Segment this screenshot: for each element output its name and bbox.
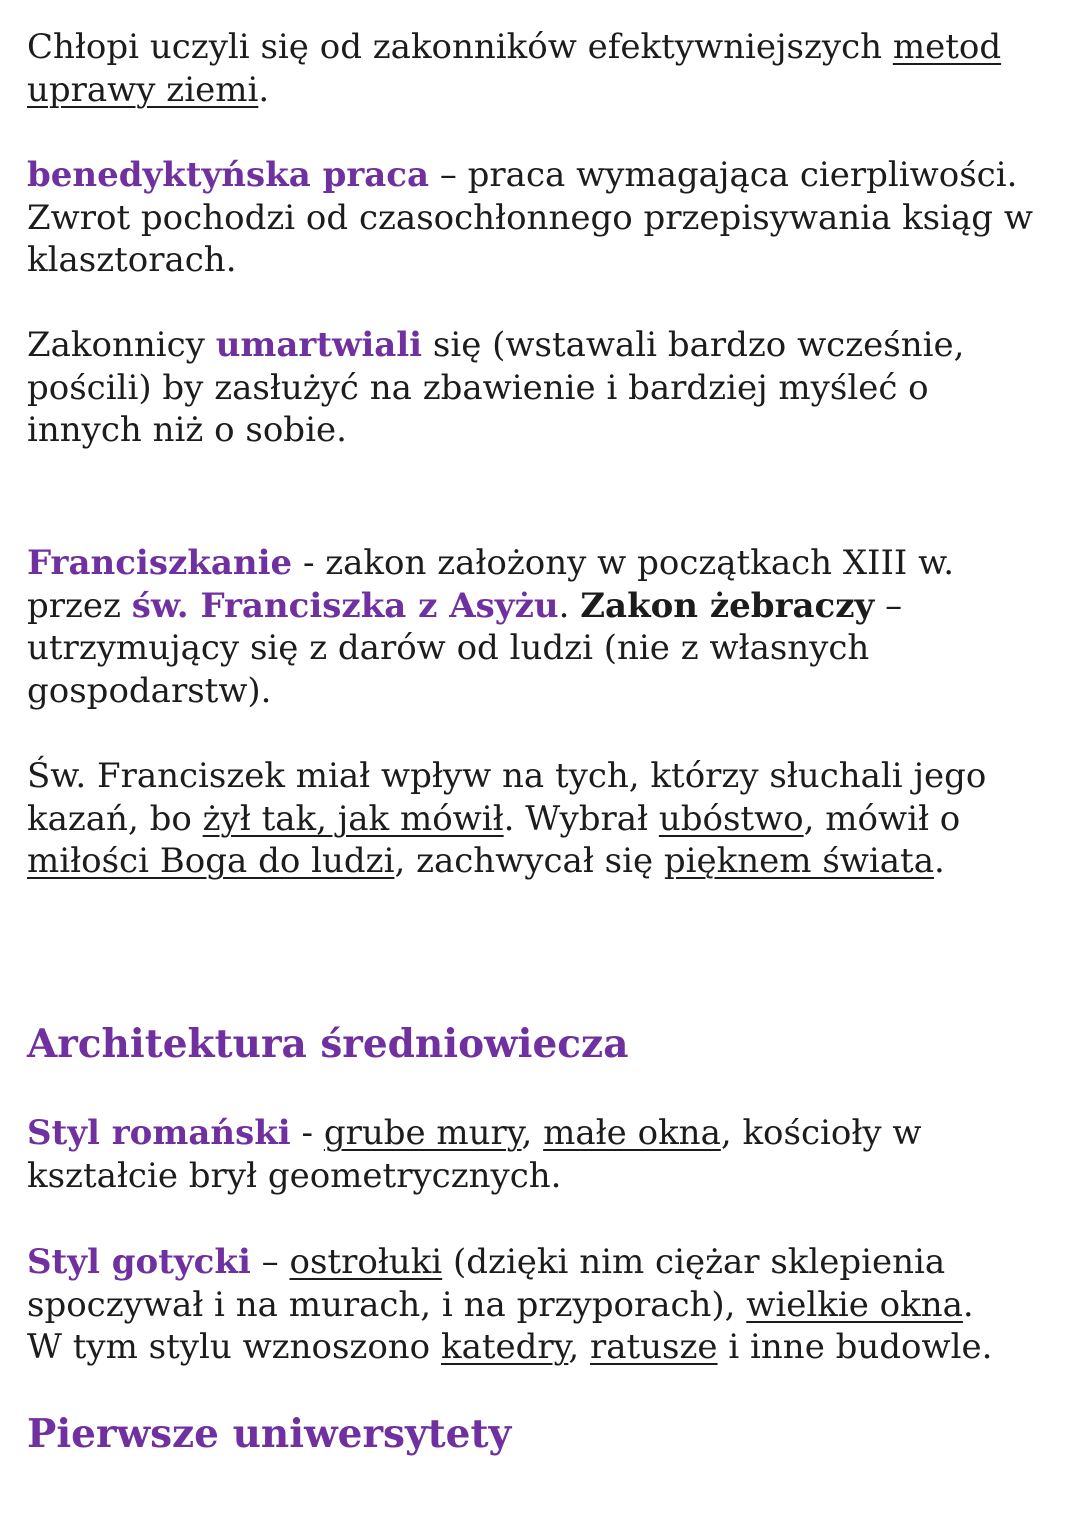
underlined-phrase: żył tak, jak mówił [202,798,504,839]
text-line [27,755,1067,798]
underlined-phrase: miłości Boga do ludzi [27,841,395,882]
highlighted-term: benedyktyńska praca [27,155,430,195]
text-run: innych niż o sobie. [27,410,347,451]
text-run: – [250,1242,290,1282]
text-run: Zakonnicy [27,325,216,365]
text-line [27,367,1067,410]
text-line [27,26,1067,69]
text-run: kazań, bo [27,798,203,839]
text-line [27,1155,1067,1198]
text-run: spoczywał i na murach, i na przyporach), [27,1284,747,1325]
highlighted-term: Franciszkanie [27,543,293,583]
text-line [27,154,1067,197]
text-run: , kościoły w [720,1113,922,1153]
paragraph-monks-farming [27,26,1067,111]
paragraph-mortification [27,324,1067,452]
text-line [27,1326,1067,1369]
text-line [27,627,1067,670]
text-run: – [874,585,903,626]
paragraph-st-francis [27,755,1067,883]
text-run: , [568,1327,590,1368]
highlighted-term: Styl romański [27,1113,291,1153]
text-line [27,585,1067,628]
text-run: gospodarstw). [27,670,272,711]
text-run: Zwrot pochodzi od czasochłonnego przepisywania ksiąg w [27,197,1033,238]
text-line [27,324,1067,367]
text-line [27,239,1067,282]
text-run: klasztorach. [27,240,237,281]
text-run: (dzięki nim ciężar sklepienia [442,1242,946,1282]
underlined-phrase: metod [892,27,1002,67]
text-line [27,670,1067,713]
highlighted-term: umartwiali [215,325,423,365]
text-line [27,798,1067,841]
text-run: . [962,1284,974,1325]
text-line [27,409,1067,452]
text-run: , zachwycał się [394,841,664,882]
text-run: . [258,69,270,110]
text-run: , mówił o [803,798,961,839]
bold-term: Zakon żebraczy [580,585,875,626]
text-run: . Wybrał [503,798,659,839]
text-run: pościli) by zasłużyć na zbawienie i bardziej myśleć o [27,367,929,408]
text-line [27,1241,1067,1284]
section-heading-architecture: Architektura średniowiecza [27,1021,629,1067]
text-run: , [521,1113,544,1153]
definition-benedictine-work [27,154,1067,282]
text-run: Św. Franciszek miał wpływ na tych, którzy słuchali jego [27,756,987,796]
highlighted-term: św. Franciszka z Asyżu [131,585,559,626]
paragraph-gothic-style [27,1241,1067,1369]
text-run: kształcie brył geometrycznych. [27,1155,562,1196]
text-run: Chłopi uczyli się od zakonników efektywniejszych [27,27,893,67]
highlighted-term: Styl gotycki [27,1242,251,1282]
paragraph-romanesque-style [27,1112,1067,1197]
underlined-phrase: pięknem świata [663,841,934,882]
underlined-phrase: grube mury [323,1113,522,1153]
underlined-phrase: uprawy ziemi [27,69,259,110]
text-run: . [933,841,945,882]
section-heading-universities: Pierwsze uniwersytety [27,1411,512,1457]
text-line [27,69,1067,112]
text-run: – praca wymagająca cierpliwości. [429,155,1018,195]
underlined-phrase: ubóstwo [658,798,804,839]
text-line [27,1112,1067,1155]
text-run: W tym stylu wznoszono [27,1327,441,1368]
underlined-phrase: wielkie okna [746,1284,963,1325]
paragraph-franciscans [27,542,1067,712]
text-run: . [558,585,581,626]
text-run: przez [27,585,132,626]
text-run: i inne budowle. [717,1327,993,1368]
text-run: się (wstawali bardzo wcześnie, [422,325,965,365]
text-line [27,197,1067,240]
text-run: - zakon założony w początkach XIII w. [292,543,955,583]
text-line [27,542,1067,585]
text-line [27,840,1067,883]
underlined-phrase: ratusze [589,1327,718,1368]
text-line [27,1284,1067,1327]
underlined-phrase: małe okna [543,1113,721,1153]
underlined-phrase: ostrołuki [289,1242,443,1282]
text-run: utrzymujący się z darów od ludzi (nie z własnych [27,628,870,669]
text-run: - [290,1113,324,1153]
underlined-phrase: katedry [440,1327,569,1368]
